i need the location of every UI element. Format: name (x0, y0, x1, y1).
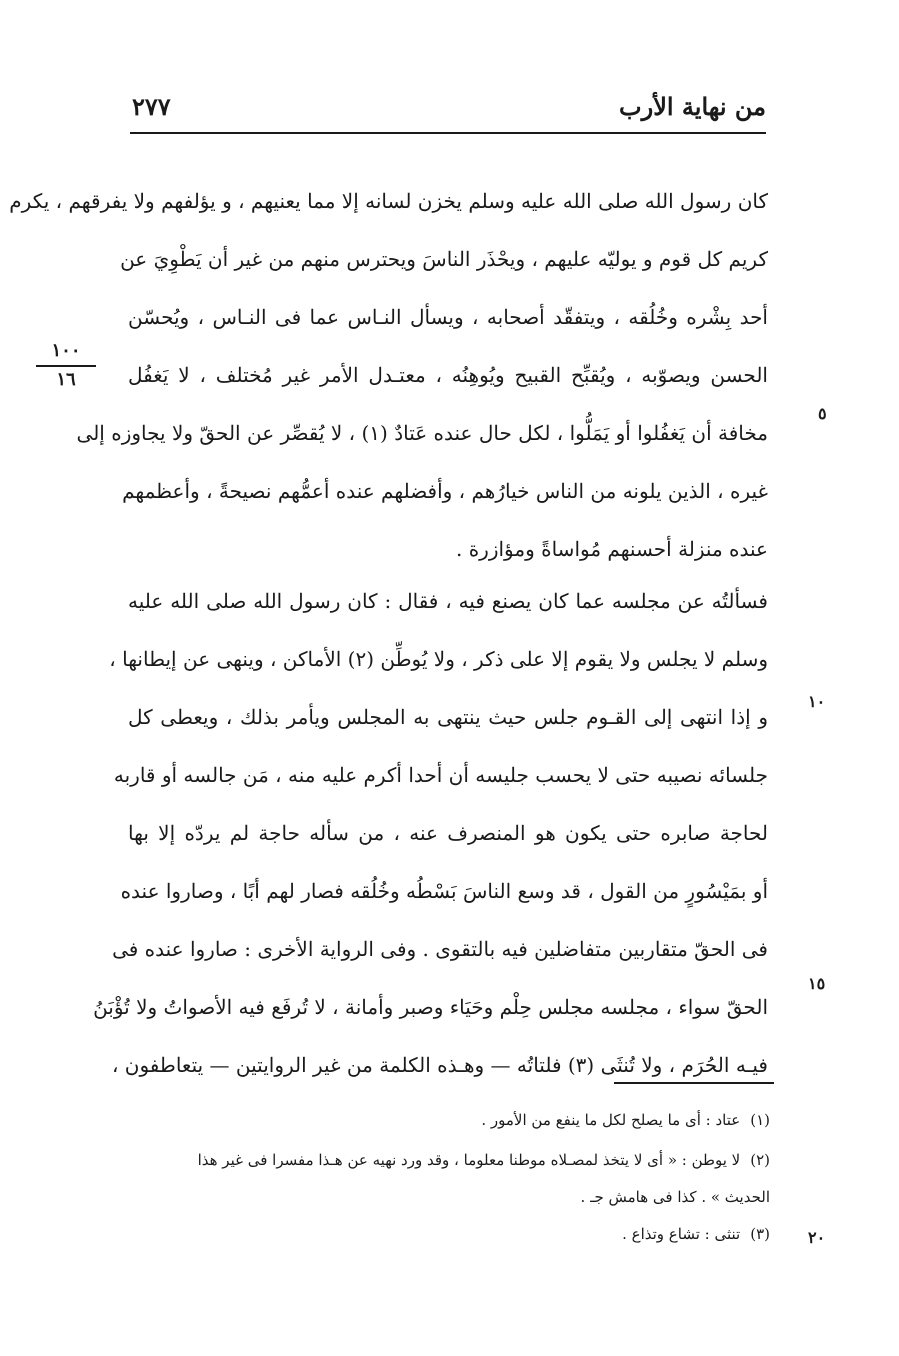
text-line: فيـه الحُرَم ، ولا تُنثَى (٣) فلتاتُه — وهـذه الكلمة من غير الروايتين — يتعاطفون ، (111, 1053, 768, 1077)
text-line: و إذا انتهى إلى القـوم جلس حيث ينتهى به المجلس ويأمر بذلك ، ويعطى كل (128, 705, 768, 729)
manuscript-reference (36, 340, 96, 390)
text-line: عنده منزلة أحسنهم مُواساةً ومؤازرة . (455, 537, 768, 561)
footnote-1 (128, 1100, 770, 1140)
manuscript-folio: ١٠٠ (36, 340, 96, 367)
footnote-number: (٢) (750, 1151, 770, 1169)
text-line: كان رسول الله صلى الله عليه وسلم يخزن لسانه إلا مما يعنيهم ، و يؤلفهم ولا يفرقهم ، يكرم (9, 189, 768, 213)
footnote-3 (128, 1214, 770, 1254)
text-line: أحد بِشْره وخُلُقه ، ويتفقّد أصحابه ، ويسأل النـاس عما فى النـاس ، ويُحسّن (128, 305, 768, 329)
line-number-15: ١٥ (808, 974, 826, 993)
text-line: الحقّ سواء ، مجلسه مجلس حِلْم وحَيَاء وصبر وأمانة ، لا تُرفَع فيه الأصواتُ ولا تُؤْبَنُ (93, 995, 768, 1019)
footnote-number: (١) (750, 1111, 770, 1129)
footnote-number: (٣) (750, 1225, 770, 1243)
text-line: كريم كل قوم و يوليّه عليهم ، ويحْذَر الناسَ ويحترس منهم من غير أن يَطْوِيَ عن (120, 247, 768, 271)
text-line: غيره ، الذين يلونه من الناس خيارُهم ، وأفضلهم عنده أعمُّهم نصيحةً ، وأعظمهم (122, 479, 768, 503)
text-line: مخافة أن يَغفُلوا أو يَمَلُّوا ، لكل حال عنده عَتادٌ (١) ، لا يُقصِّر عن الحقّ ولا يجاوزه إلى (76, 421, 768, 445)
text-line: وسلم لا يجلس ولا يقوم إلا على ذكر ، ولا يُوطِّن (٢) الأماكن ، وينهى عن إيطانها ، (109, 647, 768, 671)
page-number: ٢٧٧ (132, 92, 171, 121)
header-rule (130, 132, 766, 134)
footnotes (128, 1100, 770, 1254)
line-number-5: ٥ (818, 404, 827, 423)
text-line: لحاجة صابره حتى يكون هو المنصرف عنه ، من سأله حاجة لم يردّه إلا بها (128, 821, 768, 845)
footnote-text: لا يوطن : « أى لا يتخذ لمصـلاه موطنا معلوما ، وقد ورد نهيه عن هـذا مفسرا فى غير هذا (197, 1151, 741, 1169)
footnote-text: تنثى : تشاع وتذاع . (622, 1225, 741, 1243)
footnote-rule (614, 1082, 774, 1084)
paragraph-2 (93, 572, 768, 1094)
text-line: فسألتُه عن مجلسه عما كان يصنع فيه ، فقال : كان رسول الله صلى الله عليه (128, 589, 768, 613)
running-header (132, 92, 766, 130)
footnote-2 (128, 1140, 770, 1180)
text-line: الحسن ويصوّبه ، ويُقبِّح القبيح ويُوهِنُه ، معتـدل الأمر غير مُختلف ، لا يَغفُل (128, 363, 768, 387)
text-line: أو بمَيْسُورٍ من القول ، قد وسع الناسَ بَسْطُه وخُلُقه فصار لهم أبًا ، وصاروا عنده (120, 879, 768, 903)
footnote-text: الحديث » . كذا فى هامش جـ . (580, 1188, 770, 1206)
manuscript-line: ١٦ (56, 369, 76, 390)
footnote-2-continuation (128, 1180, 770, 1214)
line-number-20: ٢٠ (808, 1228, 826, 1247)
footnote-text: عتاد : أى ما يصلح لكل ما ينفع من الأمور . (481, 1111, 741, 1129)
text-line: فى الحقّ متقاربين متفاضلين فيه بالتقوى . وفى الرواية الأخرى : صاروا عنده فى (112, 937, 768, 961)
text-line: جلسائه نصيبه حتى لا يحسب جليسه أن أحدا أكرم عليه منه ، مَن جالسه أو قاربه (113, 763, 768, 787)
line-number-10: ١٠ (808, 692, 826, 711)
running-title: من نهاية الأرب (619, 92, 766, 121)
